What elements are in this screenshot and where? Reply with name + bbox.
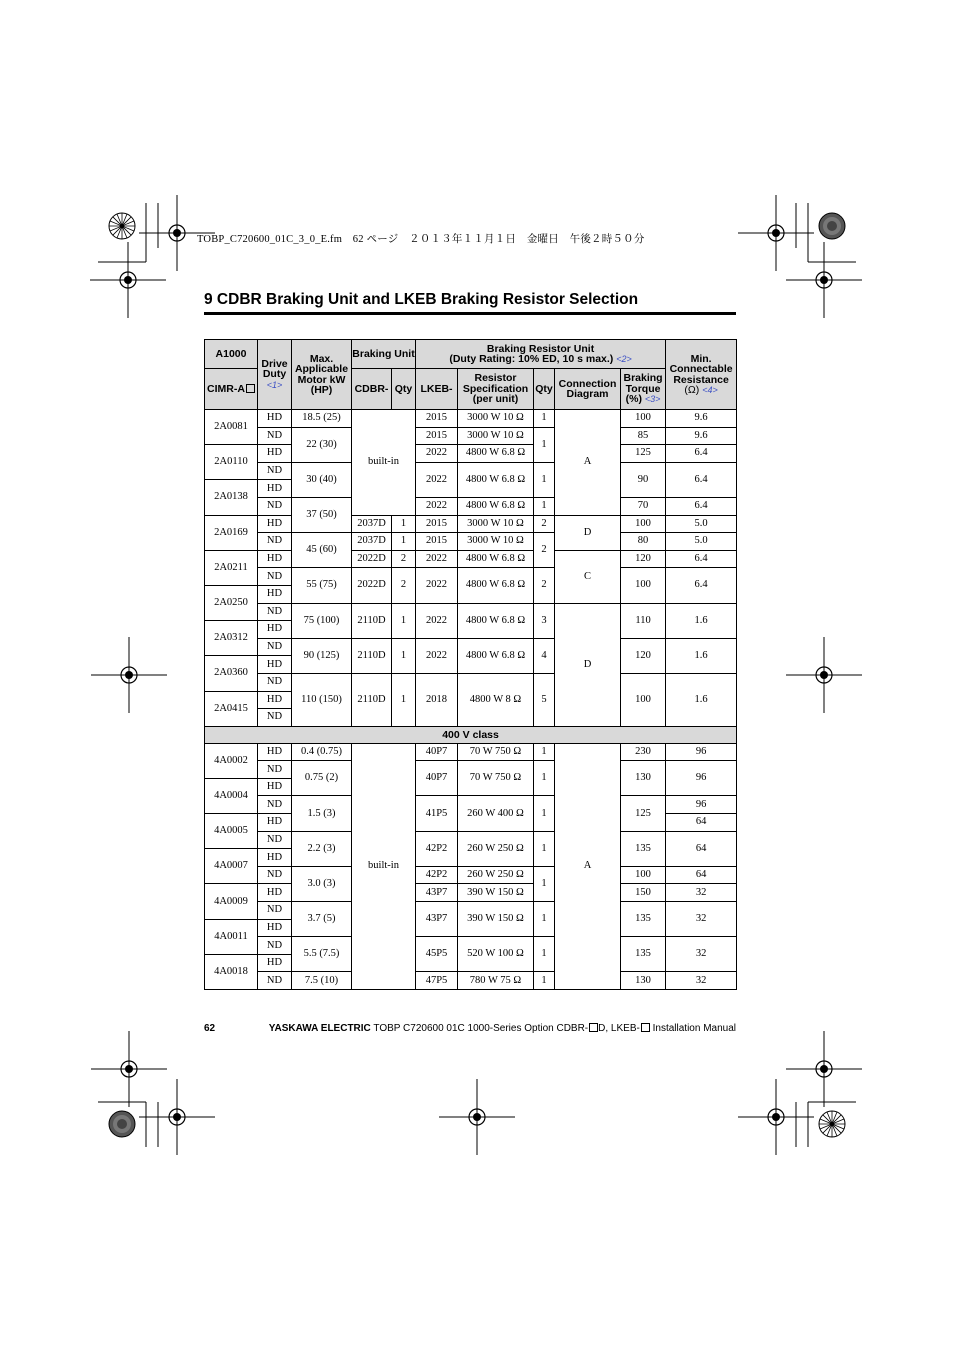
table-row bbox=[205, 445, 737, 463]
table-row bbox=[205, 937, 737, 955]
class-row-400v bbox=[205, 726, 737, 743]
table-cell: 230 bbox=[621, 743, 666, 761]
table-row bbox=[205, 884, 737, 902]
table-cell: 85 bbox=[621, 427, 666, 445]
header-connection-diagram: Connection Diagram bbox=[555, 369, 621, 410]
table-cell: 41P5 bbox=[416, 796, 458, 831]
table-cell: 37 (50) bbox=[292, 497, 352, 532]
table-cell: 260 W 400 Ω bbox=[458, 796, 534, 831]
table-cell: 135 bbox=[621, 902, 666, 937]
table-row bbox=[205, 568, 737, 586]
table-cell: 390 W 150 Ω bbox=[458, 884, 534, 902]
ref-note-3[interactable]: <3> bbox=[644, 394, 661, 405]
table-cell: HD bbox=[258, 691, 292, 709]
table-cell: 2 bbox=[392, 550, 416, 568]
table-row bbox=[205, 972, 737, 990]
header-min-resistance: Min. Connectable Resistance (Ω) <4> bbox=[666, 340, 737, 410]
table-cell: ND bbox=[258, 603, 292, 621]
table-cell: 47P5 bbox=[416, 972, 458, 990]
table-cell: 45 (60) bbox=[292, 533, 352, 568]
table-cell: 4A0002 bbox=[205, 743, 258, 778]
table-cell: 2022 bbox=[416, 497, 458, 515]
table-cell: 80 bbox=[621, 533, 666, 551]
table-cell: ND bbox=[258, 937, 292, 955]
table-cell: 260 W 250 Ω bbox=[458, 831, 534, 866]
table-cell: HD bbox=[258, 515, 292, 533]
table-cell: ND bbox=[258, 568, 292, 586]
table-cell: 120 bbox=[621, 638, 666, 673]
ref-note-2[interactable]: <2> bbox=[616, 354, 632, 364]
table-cell: D bbox=[555, 515, 621, 550]
table-cell: 1 bbox=[534, 761, 555, 796]
table-cell: 32 bbox=[666, 937, 737, 972]
table-cell: 2110D bbox=[352, 673, 392, 726]
table-cell: 70 bbox=[621, 497, 666, 515]
table-cell: 5.5 (7.5) bbox=[292, 937, 352, 972]
table-cell: 130 bbox=[621, 761, 666, 796]
table-cell: 6.4 bbox=[666, 497, 737, 515]
table-cell: 9.6 bbox=[666, 427, 737, 445]
table-row bbox=[205, 743, 737, 761]
table-cell: ND bbox=[258, 972, 292, 990]
table-cell: 4800 W 6.8 Ω bbox=[458, 550, 534, 568]
table-cell: 2110D bbox=[352, 638, 392, 673]
table-cell: 4 bbox=[534, 638, 555, 673]
table-cell: 6.4 bbox=[666, 568, 737, 603]
table-cell: HD bbox=[258, 550, 292, 568]
table-cell: 0.4 (0.75) bbox=[292, 743, 352, 761]
table-cell: 110 bbox=[621, 603, 666, 638]
table-cell: 1 bbox=[534, 427, 555, 462]
table-cell: 4A0011 bbox=[205, 919, 258, 954]
table-cell: 32 bbox=[666, 902, 737, 937]
table-cell: 2A0169 bbox=[205, 515, 258, 550]
table-cell: 1 bbox=[392, 638, 416, 673]
header-qty2: Qty bbox=[534, 369, 555, 410]
placeholder-box-icon bbox=[641, 1023, 650, 1032]
header-braking-resistor-unit: Braking Resistor Unit (Duty Rating: 10% ED, 10 s max.) <2> bbox=[416, 340, 666, 369]
table-cell: built-in bbox=[352, 743, 416, 989]
header-max-motor: Max. Applicable Motor kW (HP) bbox=[292, 340, 352, 410]
table-cell: 22 (30) bbox=[292, 427, 352, 462]
table-cell: 1 bbox=[392, 515, 416, 533]
table-cell: 6.4 bbox=[666, 462, 737, 497]
table-row bbox=[205, 427, 737, 445]
table-row bbox=[205, 533, 737, 551]
table-cell: 3000 W 10 Ω bbox=[458, 515, 534, 533]
table-cell: HD bbox=[258, 743, 292, 761]
table-cell: 42P2 bbox=[416, 831, 458, 866]
table-cell: built-in bbox=[352, 410, 416, 516]
table-cell: ND bbox=[258, 462, 292, 480]
table-cell: 2022 bbox=[416, 550, 458, 568]
table-cell: 75 (100) bbox=[292, 603, 352, 638]
table-cell: ND bbox=[258, 497, 292, 515]
table-cell: A bbox=[555, 410, 621, 516]
table-cell: 1 bbox=[534, 831, 555, 866]
table-cell: ND bbox=[258, 866, 292, 884]
table-cell: 1.6 bbox=[666, 638, 737, 673]
table-cell: 18.5 (25) bbox=[292, 410, 352, 428]
table-cell: 100 bbox=[621, 515, 666, 533]
table-cell: 135 bbox=[621, 831, 666, 866]
table-cell: HD bbox=[258, 621, 292, 639]
table-cell: 520 W 100 Ω bbox=[458, 937, 534, 972]
table-cell: 4800 W 6.8 Ω bbox=[458, 462, 534, 497]
table-cell: 125 bbox=[621, 445, 666, 463]
table-cell: 400 V class bbox=[205, 726, 737, 743]
table-cell: 2A0360 bbox=[205, 656, 258, 691]
table-cell: 4A0007 bbox=[205, 849, 258, 884]
table-cell: 1 bbox=[534, 972, 555, 990]
table-cell: HD bbox=[258, 480, 292, 498]
table-cell: 30 (40) bbox=[292, 462, 352, 497]
table-cell: 90 (125) bbox=[292, 638, 352, 673]
table-cell: 5 bbox=[534, 673, 555, 726]
table-row bbox=[205, 796, 737, 814]
ref-note-1[interactable]: <1> bbox=[266, 379, 283, 390]
table-cell: 90 bbox=[621, 462, 666, 497]
table-cell: 4A0005 bbox=[205, 814, 258, 849]
braking-selection-table bbox=[204, 339, 737, 990]
table-cell: 2015 bbox=[416, 410, 458, 428]
table-cell: 2022D bbox=[352, 550, 392, 568]
table-cell: 1 bbox=[534, 796, 555, 831]
table-cell: 5.0 bbox=[666, 515, 737, 533]
table-cell: 2 bbox=[534, 533, 555, 568]
table-cell: 55 (75) bbox=[292, 568, 352, 603]
header-lkeb: LKEB- bbox=[416, 369, 458, 410]
table-cell: 4800 W 6.8 Ω bbox=[458, 497, 534, 515]
table-cell: HD bbox=[258, 445, 292, 463]
table-cell: 2110D bbox=[352, 603, 392, 638]
header-braking-torque: Braking Torque (%) <3> bbox=[621, 369, 666, 410]
table-cell: 32 bbox=[666, 884, 737, 902]
table-cell: HD bbox=[258, 849, 292, 867]
table-cell: 2022D bbox=[352, 568, 392, 603]
table-cell: 4800 W 6.8 Ω bbox=[458, 638, 534, 673]
table-cell: 9.6 bbox=[666, 410, 737, 428]
table-cell: HD bbox=[258, 656, 292, 674]
table-cell: 1 bbox=[392, 603, 416, 638]
table-cell: 150 bbox=[621, 884, 666, 902]
table-cell: 2022 bbox=[416, 445, 458, 463]
table-row bbox=[205, 497, 737, 515]
table-cell: 3 bbox=[534, 603, 555, 638]
table-cell: 2A0312 bbox=[205, 621, 258, 656]
table-cell: HD bbox=[258, 585, 292, 603]
table-cell: 2 bbox=[534, 515, 555, 533]
table-cell: 70 W 750 Ω bbox=[458, 761, 534, 796]
table-cell: 135 bbox=[621, 937, 666, 972]
placeholder-box-icon bbox=[589, 1023, 598, 1032]
table-cell: 1 bbox=[392, 533, 416, 551]
table-cell: 40P7 bbox=[416, 761, 458, 796]
table-cell: 70 W 750 Ω bbox=[458, 743, 534, 761]
table-cell: 96 bbox=[666, 796, 737, 814]
table-row bbox=[205, 462, 737, 480]
table-row bbox=[205, 410, 737, 428]
header-a1000: A1000 bbox=[205, 340, 258, 369]
table-cell: 2022 bbox=[416, 638, 458, 673]
table-cell: 2015 bbox=[416, 515, 458, 533]
table-cell: 1 bbox=[392, 673, 416, 726]
table-cell: 125 bbox=[621, 796, 666, 831]
table-cell: ND bbox=[258, 796, 292, 814]
table-cell: 100 bbox=[621, 568, 666, 603]
table-cell: 2015 bbox=[416, 533, 458, 551]
table-cell: ND bbox=[258, 761, 292, 779]
table-cell: 5.0 bbox=[666, 533, 737, 551]
title-rule bbox=[204, 312, 736, 315]
table-cell: 2022 bbox=[416, 462, 458, 497]
table-row bbox=[205, 515, 737, 533]
table-cell: HD bbox=[258, 919, 292, 937]
table-cell: 32 bbox=[666, 972, 737, 990]
table-cell: 4800 W 6.8 Ω bbox=[458, 568, 534, 603]
table-row bbox=[205, 638, 737, 656]
table-cell: 0.75 (2) bbox=[292, 761, 352, 796]
table-cell: HD bbox=[258, 954, 292, 972]
table-cell: 1.6 bbox=[666, 603, 737, 638]
table-cell: 45P5 bbox=[416, 937, 458, 972]
table-cell: 1 bbox=[534, 902, 555, 937]
table-cell: ND bbox=[258, 427, 292, 445]
table-cell: 1.5 (3) bbox=[292, 796, 352, 831]
table-cell: 2A0250 bbox=[205, 585, 258, 620]
table-cell: 6.4 bbox=[666, 445, 737, 463]
table-cell: 6.4 bbox=[666, 550, 737, 568]
table-cell: 43P7 bbox=[416, 902, 458, 937]
table-cell: 1 bbox=[534, 743, 555, 761]
table-cell: 2 bbox=[392, 568, 416, 603]
table-cell: 1 bbox=[534, 497, 555, 515]
table-cell: ND bbox=[258, 709, 292, 727]
table-cell: 2037D bbox=[352, 533, 392, 551]
footer-doc-info: YASKAWA ELECTRIC TOBP C720600 01C 1000-Series Option CDBR- D, LKEB- Installation Manual bbox=[268, 1023, 736, 1034]
table-row bbox=[205, 831, 737, 849]
placeholder-box-icon bbox=[246, 384, 255, 393]
table-cell: 2022 bbox=[416, 603, 458, 638]
table-cell: 4A0009 bbox=[205, 884, 258, 919]
table-cell: 390 W 150 Ω bbox=[458, 902, 534, 937]
table-cell: HD bbox=[258, 884, 292, 902]
table-cell: 2A0415 bbox=[205, 691, 258, 726]
table-cell: 2A0211 bbox=[205, 550, 258, 585]
table-cell: 3000 W 10 Ω bbox=[458, 427, 534, 445]
table-cell: 96 bbox=[666, 743, 737, 761]
ref-note-4[interactable]: <4> bbox=[702, 385, 718, 395]
table-row bbox=[205, 603, 737, 621]
table-cell: 2037D bbox=[352, 515, 392, 533]
section-title: 9 CDBR Braking Unit and LKEB Braking Resistor Selection bbox=[204, 291, 639, 308]
table-cell: HD bbox=[258, 410, 292, 428]
table-cell: 260 W 250 Ω bbox=[458, 866, 534, 884]
table-cell: ND bbox=[258, 533, 292, 551]
table-cell: 3.0 (3) bbox=[292, 866, 352, 901]
header-braking-unit: Braking Unit bbox=[352, 340, 416, 369]
table-cell: 3000 W 10 Ω bbox=[458, 410, 534, 428]
header-cdbr: CDBR- bbox=[352, 369, 392, 410]
table-row bbox=[205, 761, 737, 779]
table-cell: ND bbox=[258, 673, 292, 691]
table-cell: ND bbox=[258, 638, 292, 656]
table-cell: 2015 bbox=[416, 427, 458, 445]
table-cell: 1 bbox=[534, 937, 555, 972]
table-cell: 42P2 bbox=[416, 866, 458, 884]
table-cell: 120 bbox=[621, 550, 666, 568]
table-cell: 100 bbox=[621, 410, 666, 428]
table-cell: 2018 bbox=[416, 673, 458, 726]
table-cell: A bbox=[555, 743, 621, 989]
table-row bbox=[205, 902, 737, 920]
table-cell: HD bbox=[258, 778, 292, 796]
table-cell: C bbox=[555, 550, 621, 603]
table-cell: 2A0138 bbox=[205, 480, 258, 515]
table-cell: 2 bbox=[534, 568, 555, 603]
table-cell: 64 bbox=[666, 831, 737, 866]
table-cell: 100 bbox=[621, 673, 666, 726]
table-cell: 4A0004 bbox=[205, 778, 258, 813]
table-cell: 3.7 (5) bbox=[292, 902, 352, 937]
table-cell: D bbox=[555, 603, 621, 726]
table-cell: 4800 W 6.8 Ω bbox=[458, 603, 534, 638]
header-row-1 bbox=[205, 340, 737, 369]
table-cell: 4A0018 bbox=[205, 954, 258, 989]
table-cell: 1 bbox=[534, 410, 555, 428]
table-cell: HD bbox=[258, 814, 292, 832]
table-cell: 780 W 75 Ω bbox=[458, 972, 534, 990]
table-cell: 3000 W 10 Ω bbox=[458, 533, 534, 551]
table-cell: 4800 W 8 Ω bbox=[458, 673, 534, 726]
table-row bbox=[205, 673, 737, 691]
table-cell: ND bbox=[258, 831, 292, 849]
table-cell: 1 bbox=[534, 462, 555, 497]
table-cell: 7.5 (10) bbox=[292, 972, 352, 990]
table-cell: 96 bbox=[666, 761, 737, 796]
footer-brand: YASKAWA ELECTRIC bbox=[268, 1023, 371, 1034]
table-cell: 1 bbox=[534, 866, 555, 901]
table-cell: 110 (150) bbox=[292, 673, 352, 726]
table-cell: 1.6 bbox=[666, 673, 737, 726]
table-cell: 2A0081 bbox=[205, 410, 258, 445]
table-row bbox=[205, 550, 737, 568]
table-cell: 43P7 bbox=[416, 884, 458, 902]
table-cell: 64 bbox=[666, 814, 737, 832]
table-cell: ND bbox=[258, 902, 292, 920]
table-cell: 100 bbox=[621, 866, 666, 884]
file-info-line: TOBP_C720600_01C_3_0_E.fm 62 ページ ２０１３年１１月１日 金曜日 午後２時５０分 bbox=[197, 234, 645, 245]
table-cell: 2.2 (3) bbox=[292, 831, 352, 866]
table-cell: 64 bbox=[666, 866, 737, 884]
header-resistor-spec: Resistor Specification (per unit) bbox=[458, 369, 534, 410]
header-qty: Qty bbox=[392, 369, 416, 410]
table-row bbox=[205, 866, 737, 884]
table-cell: 40P7 bbox=[416, 743, 458, 761]
table-cell: 130 bbox=[621, 972, 666, 990]
header-cimr: CIMR-A bbox=[205, 369, 258, 410]
table-cell: 2A0110 bbox=[205, 445, 258, 480]
table-cell: 2022 bbox=[416, 568, 458, 603]
page-number: 62 bbox=[204, 1023, 216, 1034]
header-drive-duty: Drive Duty <1> bbox=[258, 340, 292, 410]
table-cell: 4800 W 6.8 Ω bbox=[458, 445, 534, 463]
